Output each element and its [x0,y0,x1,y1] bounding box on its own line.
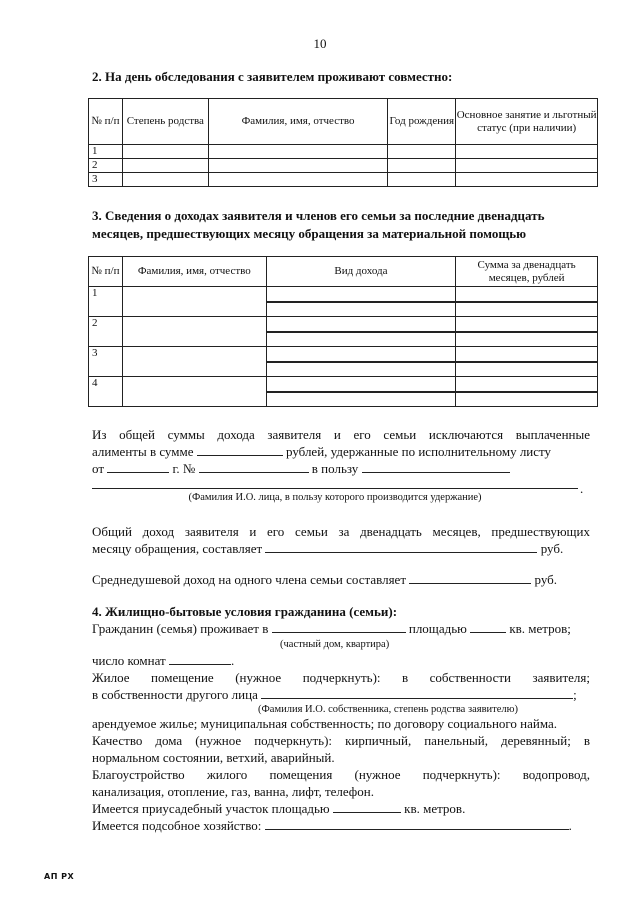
table-row [89,377,598,407]
section3-heading-line2: месяцев, предшествующих месяцу обращения за материальной помощью [92,226,527,241]
cell-income-type[interactable] [266,317,456,347]
live-label: Гражданин (семья) проживает в [92,621,269,636]
housing-type-note: (частный дом, квартира) [280,639,390,650]
amenities-line2: канализация, отопление, газ, ванна, лифт, телефон. [92,784,374,799]
plot-label: Имеется приусадебный участок площадью [92,801,330,816]
rooms-field[interactable] [169,652,231,665]
alimony-amount-field[interactable] [197,443,283,456]
cell-name[interactable] [122,287,266,317]
cell-relation[interactable] [122,173,208,187]
other-owner-field[interactable] [261,686,573,699]
section4-heading: 4. Жилищно-бытовые условия гражданина (семьи): [92,604,398,619]
per-capita-unit: руб. [534,572,558,587]
farm-label: Имеется подсобное хозяйство: [92,818,262,833]
income-table [88,256,598,407]
col-income-type-header: Вид дохода [266,257,456,287]
cell-occupation[interactable] [456,159,598,173]
table-row [89,287,598,317]
per-capita-field[interactable] [409,571,531,584]
cell-relation[interactable] [122,159,208,173]
cell-name[interactable] [122,377,266,407]
area-field[interactable] [470,620,506,633]
col-birthyear-header: Год рождения [388,99,456,145]
cell-birthyear[interactable] [388,145,456,159]
alimony-beneficiary-line[interactable] [92,488,578,489]
period-mark: . [580,481,584,496]
row-number: 1 [89,287,123,317]
col-name-header: Фамилия, имя, отчество [208,99,388,145]
cell-sum[interactable] [456,317,598,347]
row-number: 2 [89,317,123,347]
per-capita-label: Среднедушевой доход на одного члена семьи составляет [92,572,406,587]
total-income-line1: Общий доход заявителя и его семьи за двенадцать месяцев, предшествующих [92,524,590,539]
owner-note: (Фамилия И.О. собственника, степень родства заявителю) [258,704,518,715]
total-income-unit: руб. [540,541,564,556]
table-row [89,317,598,347]
cell-name[interactable] [208,145,388,159]
cell-name[interactable] [122,347,266,377]
cell-sum[interactable] [456,347,598,377]
cell-name[interactable] [208,173,388,187]
amenities-line1: Благоустройство жилого помещения (нужное подчеркнуть): водопровод, [92,767,590,782]
cell-name[interactable] [208,159,388,173]
cell-sum[interactable] [456,377,598,407]
col-name-header: Фамилия, имя, отчество [122,257,266,287]
household-table [88,98,598,187]
cell-birthyear[interactable] [388,159,456,173]
section3-heading-line1: 3. Сведения о доходах заявителя и членов его семьи за последние двенадцать [92,208,545,223]
alimony-writ-label: рублей, удержанные по исполнительному листу [286,444,552,459]
alimony-note: (Фамилия И.О. лица, в пользу которого производится удержание) [188,492,482,503]
table-row [89,145,598,159]
cell-income-type[interactable] [266,287,456,317]
row-number: 1 [89,145,123,159]
other-owner-label: в собственности другого лица [92,687,258,702]
rooms-label: число комнат [92,653,166,668]
house-quality-line2: нормальном состоянии, ветхий, аварийный. [92,750,335,765]
alimony-number-label: г. № [172,461,196,476]
total-income-field[interactable] [265,540,537,553]
alimony-line1: Из общей суммы дохода заявителя и его семьи исключаются выплаченные [92,427,590,442]
housing-type-field[interactable] [272,620,406,633]
area-label: площадью [408,621,467,636]
page-number: 10 [313,36,327,51]
row-number: 2 [89,159,123,173]
plot-unit: кв. метров. [404,801,466,816]
cell-name[interactable] [122,317,266,347]
housing-ownership-line1: Жилое помещение (нужное подчеркнуть): в собственности заявителя; [92,670,590,685]
table-row [89,159,598,173]
row-number: 4 [89,377,123,407]
cell-relation[interactable] [122,145,208,159]
plot-area-field[interactable] [333,800,401,813]
row-number: 3 [89,347,123,377]
farm-field[interactable] [265,817,569,830]
section2-heading: 2. На день обследования с заявителем проживают совместно: [92,69,453,84]
alimony-beneficiary-field[interactable] [362,460,510,473]
alimony-from-label: от [92,461,105,476]
col-number-header: № п/п [89,99,123,145]
alimony-beneficiary-label: в пользу [311,461,359,476]
total-income-label: месяцу обращения, составляет [92,541,263,556]
table-row [89,173,598,187]
alimony-number-field[interactable] [199,460,309,473]
cell-occupation[interactable] [456,173,598,187]
area-unit: кв. метров; [509,621,571,636]
cell-income-type[interactable] [266,377,456,407]
col-number-header: № п/п [89,257,123,287]
house-quality-line1: Качество дома (нужное подчеркнуть): кирпичный, панельный, деревянный; в [92,733,590,748]
col-occupation-header: Основное занятие и льготный статус (при наличии) [456,99,598,145]
col-sum-header: Сумма за двенадцать месяцев, рублей [456,257,598,287]
row-number: 3 [89,173,123,187]
cell-sum[interactable] [456,287,598,317]
alimony-amount-label: алименты в сумме [92,444,194,459]
cell-income-type[interactable] [266,347,456,377]
housing-ownership-line3: арендуемое жилье; муниципальная собственность; по договору социального найма. [92,716,558,731]
alimony-date-field[interactable] [107,460,169,473]
table-row [89,347,598,377]
cell-birthyear[interactable] [388,173,456,187]
footer-code: АП РХ [44,872,75,881]
col-relation-header: Степень родства [122,99,208,145]
cell-occupation[interactable] [456,145,598,159]
